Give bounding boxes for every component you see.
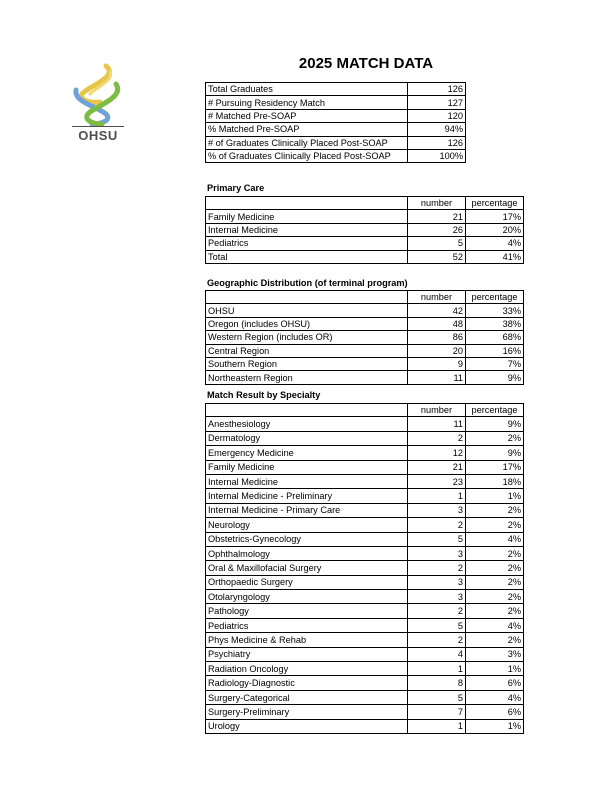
table-row [206, 705, 524, 719]
cell-label: Total Graduates [206, 83, 408, 96]
table-row [206, 83, 466, 96]
table-row [206, 690, 524, 704]
specialty-heading: Match Result by Specialty [207, 390, 321, 400]
table-row [206, 662, 524, 676]
specialty-table [205, 403, 524, 734]
logo-divider [72, 126, 124, 127]
cell-value: 126 [408, 83, 466, 96]
table-row [206, 149, 466, 162]
table-row [206, 489, 524, 503]
table-row [206, 575, 524, 589]
table-row [206, 604, 524, 618]
cell-label: Internal Medicine - Primary Care [206, 503, 408, 517]
cell-number: 1 [408, 662, 466, 676]
cell-percentage: 2% [466, 561, 524, 575]
ohsu-logo [66, 62, 130, 146]
cell-percentage: 41% [466, 250, 524, 263]
table-row [206, 518, 524, 532]
table-row [206, 123, 466, 136]
cell-label: Otolaryngology [206, 590, 408, 604]
cell-value: 100% [408, 149, 466, 162]
cell-number: 5 [408, 237, 466, 250]
cell-percentage: 1% [466, 489, 524, 503]
table-row [206, 460, 524, 474]
table-row [206, 633, 524, 647]
cell-label: Pediatrics [206, 237, 408, 250]
table-header-row [206, 197, 524, 210]
cell-percentage: 17% [466, 460, 524, 474]
geographic-heading: Geographic Distribution (of terminal program) [207, 278, 408, 288]
cell-label: Oregon (includes OHSU) [206, 317, 408, 330]
table-row [206, 371, 524, 384]
cell-label: Surgery-Categorical [206, 690, 408, 704]
cell-number: 21 [408, 460, 466, 474]
cell-percentage: 17% [466, 210, 524, 223]
cell-percentage: 9% [466, 371, 524, 384]
cell-label: Orthopaedic Surgery [206, 575, 408, 589]
table-header-row [206, 291, 524, 304]
cell-label: Internal Medicine [206, 223, 408, 236]
column-header-percentage: percentage [466, 197, 524, 210]
column-header-percentage: percentage [466, 291, 524, 304]
table-row [206, 647, 524, 661]
table-row [206, 446, 524, 460]
table-row [206, 96, 466, 109]
cell-label: Family Medicine [206, 460, 408, 474]
column-header-number: number [408, 404, 466, 417]
cell-number: 23 [408, 474, 466, 488]
table-row [206, 304, 524, 317]
table-row [206, 250, 524, 263]
table-row [206, 590, 524, 604]
cell-label: Northeastern Region [206, 371, 408, 384]
cell-number: 2 [408, 604, 466, 618]
cell-number: 2 [408, 561, 466, 575]
cell-number: 1 [408, 489, 466, 503]
cell-value: 126 [408, 136, 466, 149]
cell-percentage: 68% [466, 331, 524, 344]
cell-number: 4 [408, 647, 466, 661]
table-row [206, 210, 524, 223]
cell-label: Dermatology [206, 431, 408, 445]
column-header-number: number [408, 197, 466, 210]
cell-percentage: 2% [466, 518, 524, 532]
cell-percentage: 2% [466, 575, 524, 589]
cell-percentage: 4% [466, 690, 524, 704]
table-row [206, 136, 466, 149]
cell-label: Psychiatry [206, 647, 408, 661]
cell-number: 7 [408, 705, 466, 719]
cell-percentage: 33% [466, 304, 524, 317]
cell-label: Internal Medicine - Preliminary [206, 489, 408, 503]
table-row [206, 317, 524, 330]
table-row [206, 474, 524, 488]
table-row [206, 237, 524, 250]
cell-number: 11 [408, 417, 466, 431]
table-row [206, 618, 524, 632]
cell-percentage: 2% [466, 546, 524, 560]
cell-label: Family Medicine [206, 210, 408, 223]
summary-table [205, 82, 466, 163]
table-row [206, 719, 524, 733]
cell-label: # of Graduates Clinically Placed Post-SOAP [206, 136, 408, 149]
cell-label: Total [206, 250, 408, 263]
cell-label: Neurology [206, 518, 408, 532]
cell-label: Southern Region [206, 357, 408, 370]
cell-percentage: 2% [466, 503, 524, 517]
cell-percentage: 16% [466, 344, 524, 357]
cell-number: 5 [408, 690, 466, 704]
cell-label: Phys Medicine & Rehab [206, 633, 408, 647]
cell-number: 3 [408, 503, 466, 517]
cell-label: Emergency Medicine [206, 446, 408, 460]
primary-care-table [205, 196, 524, 264]
cell-number: 20 [408, 344, 466, 357]
cell-label: Radiology-Diagnostic [206, 676, 408, 690]
cell-label: Anesthesiology [206, 417, 408, 431]
table-row [206, 676, 524, 690]
cell-label: Urology [206, 719, 408, 733]
cell-label: Radiation Oncology [206, 662, 408, 676]
cell-percentage: 4% [466, 237, 524, 250]
table-row [206, 417, 524, 431]
cell-percentage: 2% [466, 633, 524, 647]
cell-number: 2 [408, 633, 466, 647]
cell-percentage: 9% [466, 417, 524, 431]
cell-label: # Matched Pre-SOAP [206, 109, 408, 122]
cell-number: 9 [408, 357, 466, 370]
cell-percentage: 1% [466, 662, 524, 676]
column-header-label [206, 404, 408, 417]
cell-percentage: 2% [466, 590, 524, 604]
page-title: 2025 MATCH DATA [298, 55, 434, 72]
cell-percentage: 6% [466, 676, 524, 690]
column-header-percentage: percentage [466, 404, 524, 417]
table-row [206, 344, 524, 357]
cell-label: Obstetrics-Gynecology [206, 532, 408, 546]
cell-label: OHSU [206, 304, 408, 317]
cell-percentage: 3% [466, 647, 524, 661]
cell-number: 5 [408, 532, 466, 546]
column-header-label [206, 291, 408, 304]
cell-number: 2 [408, 431, 466, 445]
table-header-row [206, 404, 524, 417]
cell-number: 3 [408, 575, 466, 589]
cell-label: Surgery-Preliminary [206, 705, 408, 719]
cell-percentage: 1% [466, 719, 524, 733]
table-row [206, 223, 524, 236]
cell-value: 120 [408, 109, 466, 122]
cell-number: 86 [408, 331, 466, 344]
cell-number: 1 [408, 719, 466, 733]
cell-number: 2 [408, 518, 466, 532]
cell-label: Internal Medicine [206, 474, 408, 488]
cell-label: Ophthalmology [206, 546, 408, 560]
cell-label: Central Region [206, 344, 408, 357]
column-header-number: number [408, 291, 466, 304]
cell-percentage: 9% [466, 446, 524, 460]
cell-number: 3 [408, 590, 466, 604]
cell-number: 5 [408, 618, 466, 632]
cell-percentage: 18% [466, 474, 524, 488]
cell-percentage: 20% [466, 223, 524, 236]
cell-percentage: 4% [466, 618, 524, 632]
cell-percentage: 6% [466, 705, 524, 719]
geographic-table [205, 290, 524, 385]
cell-label: % Matched Pre-SOAP [206, 123, 408, 136]
cell-number: 3 [408, 546, 466, 560]
cell-number: 52 [408, 250, 466, 263]
logo-text: OHSU [78, 128, 118, 143]
cell-number: 11 [408, 371, 466, 384]
table-row [206, 109, 466, 122]
cell-number: 12 [408, 446, 466, 460]
table-row [206, 357, 524, 370]
cell-number: 8 [408, 676, 466, 690]
cell-percentage: 38% [466, 317, 524, 330]
cell-percentage: 7% [466, 357, 524, 370]
ohsu-helix-icon [66, 62, 130, 128]
cell-label: Western Region (includes OR) [206, 331, 408, 344]
cell-percentage: 4% [466, 532, 524, 546]
table-row [206, 331, 524, 344]
column-header-label [206, 197, 408, 210]
cell-label: Pathology [206, 604, 408, 618]
cell-number: 48 [408, 317, 466, 330]
cell-label: Oral & Maxillofacial Surgery [206, 561, 408, 575]
table-row [206, 532, 524, 546]
cell-label: # Pursuing Residency Match [206, 96, 408, 109]
primary-care-heading: Primary Care [207, 183, 265, 193]
cell-number: 26 [408, 223, 466, 236]
table-row [206, 503, 524, 517]
cell-label: % of Graduates Clinically Placed Post-SOAP [206, 149, 408, 162]
table-row [206, 431, 524, 445]
cell-percentage: 2% [466, 431, 524, 445]
cell-number: 42 [408, 304, 466, 317]
cell-value: 127 [408, 96, 466, 109]
cell-label: Pediatrics [206, 618, 408, 632]
cell-value: 94% [408, 123, 466, 136]
table-row [206, 561, 524, 575]
cell-number: 21 [408, 210, 466, 223]
table-row [206, 546, 524, 560]
cell-percentage: 2% [466, 604, 524, 618]
